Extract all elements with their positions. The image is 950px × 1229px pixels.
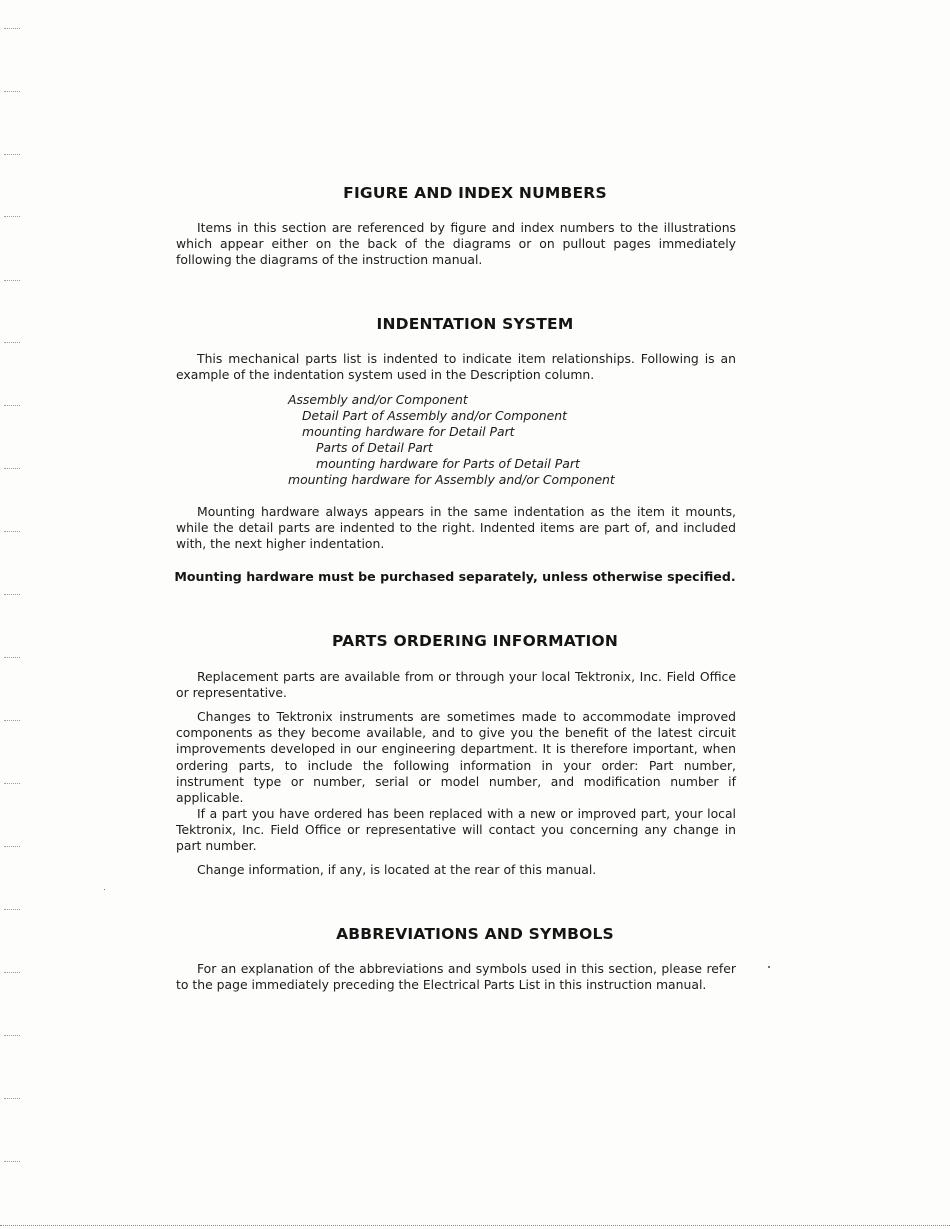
scan-speck [768, 966, 770, 968]
edge-mark [4, 720, 20, 722]
example-line: mounting hardware for Parts of Detail Part [316, 456, 580, 471]
example-line: mounting hardware for Assembly and/or Component [288, 472, 615, 487]
mounting-hardware-paragraph: Mounting hardware always appears in the same indentation as the item it mounts, while the detail parts are indented to the right. Indented items are part of, and included with, the next higher indentation. [176, 504, 736, 552]
edge-mark [4, 657, 20, 659]
parts-ordering-paragraph-2: Changes to Tektronix instruments are sometimes made to accommodate improved components as they become available, and to give you the benefit of the latest circuit improvements developed in our engineering department. It is therefore important, when ordering parts, to include the following information in your order: Part number, instrument type or number, serial or model number, and modification number if applicable. [176, 709, 736, 806]
heading-parts-ordering: PARTS ORDERING INFORMATION [331, 632, 618, 650]
parts-ordering-paragraph-3: If a part you have ordered has been replaced with a new or improved part, your local Tektronix, Inc. Field Office or representative will contact you concerning any change in part number. [176, 806, 736, 854]
heading-figure-index-numbers: FIGURE AND INDEX NUMBERS [343, 184, 607, 202]
edge-mark [4, 972, 20, 974]
edge-mark [4, 594, 20, 596]
edge-mark [4, 216, 20, 218]
edge-mark [4, 154, 20, 156]
scan-speck [104, 889, 105, 890]
edge-mark [4, 846, 20, 848]
heading-indentation-system: INDENTATION SYSTEM [376, 315, 574, 333]
edge-mark [4, 531, 20, 533]
edge-mark [4, 1098, 20, 1100]
edge-mark [4, 405, 20, 407]
edge-mark [4, 91, 20, 93]
mounting-hardware-note: Mounting hardware must be purchased separately, unless otherwise specified. [174, 569, 736, 584]
edge-mark [4, 342, 20, 344]
indentation-paragraph: This mechanical parts list is indented to indicate item relationships. Following is an example of the indentation system used in the Description column. [176, 351, 736, 383]
figure-index-paragraph: Items in this section are referenced by figure and index numbers to the illustrations which appear either on the back of the diagrams or on pullout pages immediately following the diagrams of the instruction manual. [176, 220, 736, 268]
example-line: Detail Part of Assembly and/or Component [302, 408, 567, 423]
abbreviations-paragraph: For an explanation of the abbreviations and symbols used in this section, please refer to the page immediately preceding the Electrical Parts List in this instruction manual. [176, 961, 736, 993]
example-line: Assembly and/or Component [288, 392, 468, 407]
heading-abbreviations-symbols: ABBREVIATIONS AND SYMBOLS [336, 925, 614, 943]
edge-mark [4, 909, 20, 911]
edge-mark [4, 1161, 20, 1163]
edge-mark [4, 28, 20, 30]
parts-ordering-paragraph-1: Replacement parts are available from or through your local Tektronix, Inc. Field Office or representative. [176, 669, 736, 701]
edge-mark [4, 468, 20, 470]
parts-ordering-paragraph-4: Change information, if any, is located at the rear of this manual. [197, 862, 597, 877]
example-line: Parts of Detail Part [316, 440, 433, 455]
bottom-edge-line [0, 1225, 950, 1227]
example-line: mounting hardware for Detail Part [302, 424, 515, 439]
edge-mark [4, 1035, 20, 1037]
edge-mark [4, 280, 20, 282]
edge-mark [4, 783, 20, 785]
indentation-example [288, 392, 615, 488]
